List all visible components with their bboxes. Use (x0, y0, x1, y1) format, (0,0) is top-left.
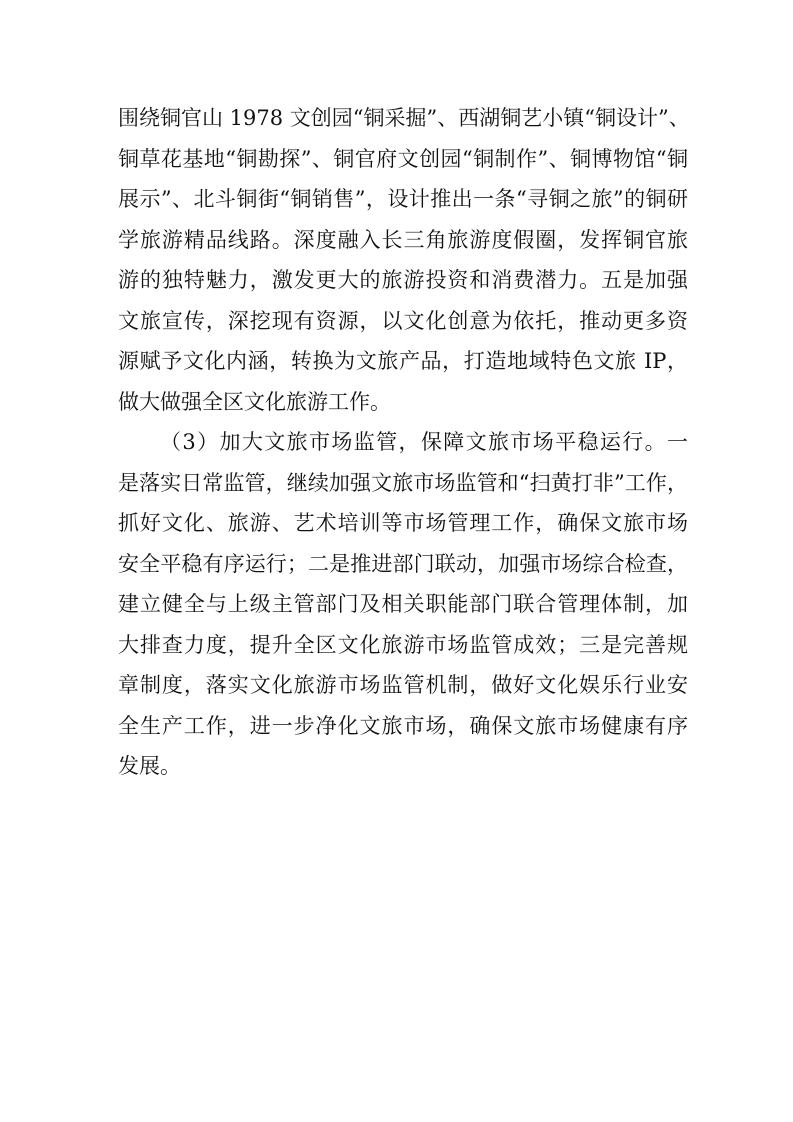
text-line: 章制度，落实文化旅游市场监管机制，做好文化娱乐行业安 (118, 673, 688, 697)
text-line: 做大做强全区文化旅游工作。 (118, 389, 391, 414)
document-body (118, 98, 688, 787)
text-line: 建立健全与上级主管部门及相关职能部门联合管理体制，加 (118, 592, 688, 616)
paragraph-tourism-route (118, 98, 688, 422)
text-line: 抓好文化、旅游、艺术培训等市场管理工作，确保文旅市场 (118, 511, 688, 535)
text-line: 展示”、北斗铜街“铜销售”，设计推出一条“寻铜之旅”的铜研 (118, 187, 688, 211)
text-line: 全生产工作，进一步净化文旅市场，确保文旅市场健康有序 (118, 713, 688, 738)
text-line: 文旅宣传，深挖现有资源，以文化创意为依托，推动更多资 (118, 308, 688, 333)
text-line: 围绕铜官山 1978 文创园“铜采掘”、西湖铜艺小镇“铜设计”、 (118, 106, 690, 130)
text-line: 发展。 (118, 754, 181, 778)
text-line: 是落实日常监管，继续加强文旅市场监管和“扫黄打非”工作， (118, 470, 688, 495)
text-line: 学旅游精品线路。深度融入长三角旅游度假圈，发挥铜官旅 (118, 227, 688, 252)
text-line: 铜草花基地“铜勘探”、铜官府文创园“铜制作”、铜博物馆“铜 (118, 146, 688, 171)
text-line: 源赋予文化内涵，转换为文旅产品，打造地域特色文旅 IP， (118, 349, 688, 373)
text-line: 游的独特魅力，激发更大的旅游投资和消费潜力。五是加强 (118, 268, 688, 292)
text-line: 安全平稳有序运行；二是推进部门联动，加强市场综合检查， (118, 551, 688, 576)
paragraph-market-supervision (118, 422, 688, 787)
text-line: （3）加大文旅市场监管，保障文旅市场平稳运行。一 (160, 430, 688, 454)
text-line: 大排查力度，提升全区文化旅游市场监管成效；三是完善规 (118, 632, 688, 657)
